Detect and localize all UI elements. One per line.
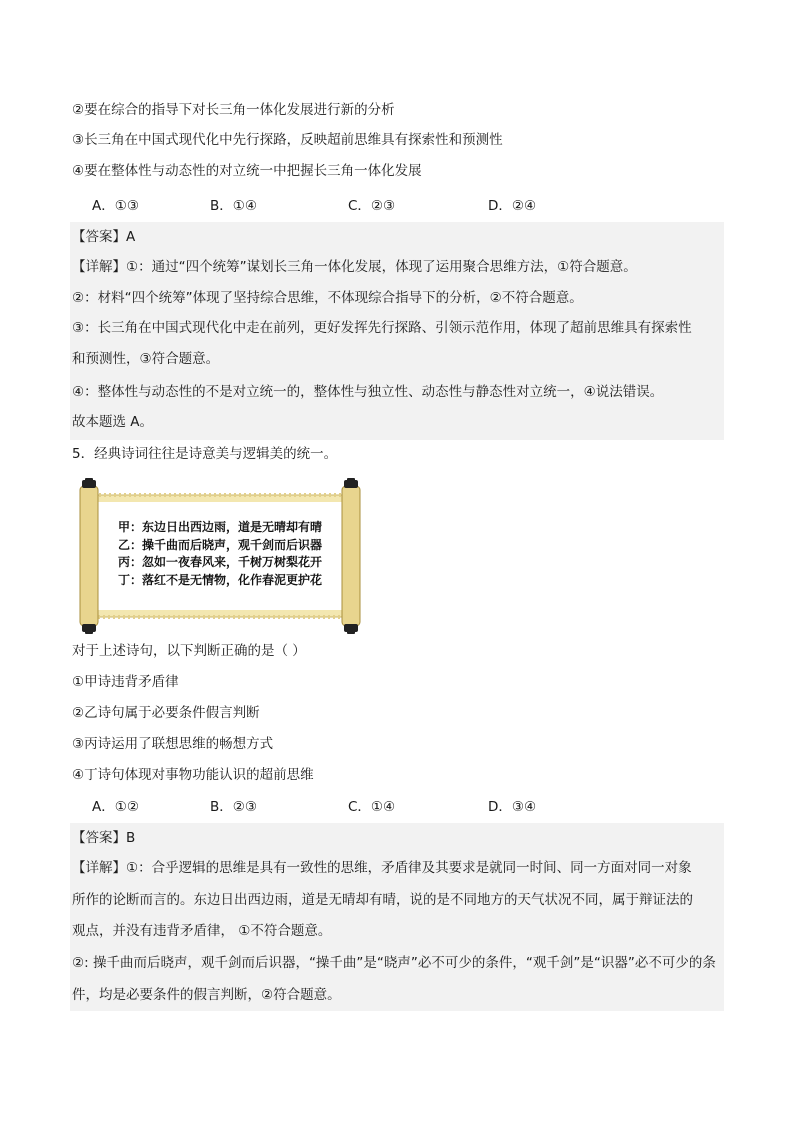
poem-line: 乙：操千曲而后晓声，观千剑而后识器 (118, 537, 323, 552)
poem-line: 甲：东边日出西边雨，道是无晴却有晴 (118, 520, 323, 534)
q4-option-a: A．①③ (92, 198, 139, 214)
poem-line: 丙：忽如一夜春风来，千树万树梨花开 (118, 555, 323, 569)
poem-text (118, 519, 322, 589)
q5-stem: 5．经典诗词往往是诗意美与逻辑美的统一。 (72, 446, 338, 462)
q4-detail-line: ②：材料“四个统筹”体现了坚持综合思维，不体现综合指导下的分析，②不符合题意。 (72, 290, 583, 306)
q5-detail-line: 所作的论断而言的。东边日出西边雨，道是无晴却有晴，说的是不同地方的天气状况不同，属于辩证法的 (72, 892, 693, 908)
q4-options (92, 196, 612, 216)
q5-question: 对于上述诗句，以下判断正确的是（ ） (72, 643, 306, 659)
q5-item-4: ④丁诗句体现对事物功能认识的超前思维 (72, 767, 314, 783)
q5-option-d: D．③④ (488, 799, 537, 815)
q4-detail-line: 和预测性，③符合题意。 (72, 351, 220, 367)
q5-detail-line: ②: 操千曲而后晓声，观千剑而后识器，“操千曲”是“晓声”必不可少的条件，“观千剑”是“识器”必不可少的条 (72, 955, 716, 971)
q4-item-4: ④要在整体性与动态性的对立统一中把握长三角一体化发展 (72, 163, 422, 179)
q4-detail-line: ③：长三角在中国式现代化中走在前列，更好发挥先行探路、引领示范作用，体现了超前思维具有探索性 (72, 320, 692, 336)
q5-item-2: ②乙诗句属于必要条件假言判断 (72, 705, 260, 721)
q4-item-2: ②要在综合的指导下对长三角一体化发展进行新的分析 (72, 102, 395, 118)
q5-detail-line: 观点，并没有违背矛盾律， ①不符合题意。 (72, 923, 332, 939)
q4-detail-line: 故本题选 A。 (72, 414, 154, 430)
q5-options (92, 797, 612, 817)
q4-option-c: C．②③ (348, 198, 396, 214)
q4-detail-line: 【详解】①：通过“四个统筹”谋划长三角一体化发展，体现了运用聚合思维方法，①符合题意。 (72, 259, 637, 275)
q5-item-1: ①甲诗违背矛盾律 (72, 674, 179, 690)
q4-detail-line: ④：整体性与动态性的不是对立统一的，整体性与独立性、动态性与静态性对立统一，④说法错误。 (72, 384, 664, 400)
q5-option-a: A．①② (92, 799, 139, 815)
q5-item-3: ③丙诗运用了联想思维的畅想方式 (72, 736, 274, 752)
q4-option-d: D．②④ (488, 198, 537, 214)
q5-option-c: C．①④ (348, 799, 396, 815)
q5-answer-block (70, 823, 724, 1011)
q5-answer: 【答案】B (72, 830, 136, 846)
q4-answer: 【答案】A (72, 229, 136, 245)
q5-detail-line: 【详解】①：合乎逻辑的思维是具有一致性的思维，矛盾律及其要求是就同一时间、同一方面对同一对象 (72, 860, 692, 876)
q5-detail-line: 件，均是必要条件的假言判断，②符合题意。 (72, 987, 341, 1003)
q4-option-b: B．①④ (210, 198, 257, 214)
q5-option-b: B．②③ (210, 799, 257, 815)
poem-line: 丁：落红不是无情物，化作春泥更护花 (118, 572, 323, 587)
q4-item-3: ③长三角在中国式现代化中先行探路，反映超前思维具有探索性和预测性 (72, 132, 503, 148)
